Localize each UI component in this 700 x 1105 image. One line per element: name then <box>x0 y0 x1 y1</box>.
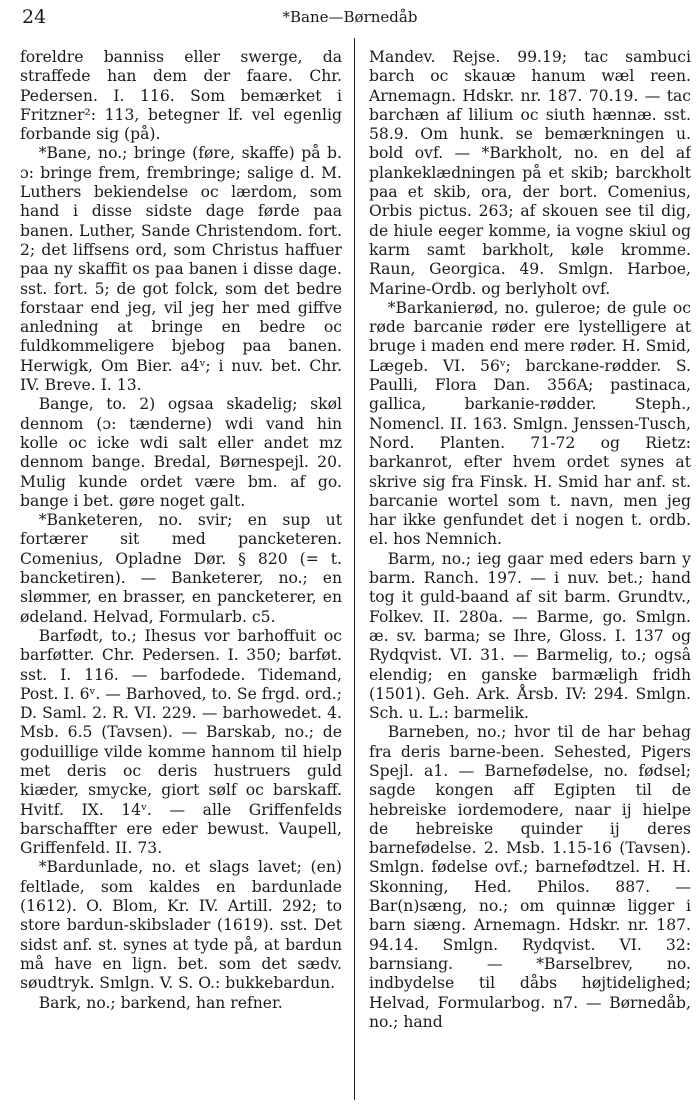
left-column <box>20 48 342 1100</box>
dictionary-entry: *Bardunlade, no. et slags lavet; (en) feltlade, som kaldes en bardunlade (1612). O. Blom, Kr. IV. Artill. 292; to store bardun-skibslader (1619). sst. Det sidst anf. st. synes at tyde på, at bardun må have en lign. bet. som det sædv. søudtryk. Smlgn. V. S. O.: bukkebardun. <box>20 858 342 993</box>
column-divider <box>354 38 355 1100</box>
dictionary-entry: Barm, no.; ieg gaar med eders barn y barm. Ranch. 197. — i nuv. bet.; hand tog it guld-baand af sit barm. Grundtv., Folkev. II. 280a. — Barme, go. Smlgn. æ. sv. barma; se Ihre, Gloss. I. 137 og Rydqvist. VI. 31. — Barmelig, to.; ogsâ elendig; en ganske barmæligh fridh (1501). Geh. Ark. Årsb. IV: 294. Smlgn. Sch. u. L.: barmelik. <box>369 549 691 723</box>
page-header <box>0 4 700 32</box>
dictionary-entry: *Banketeren, no. svir; en sup ut fortærer sit med pancketeren. Comenius, Opladne Dør. § 820 (= t. bancketiren). — Banketerer, no.; en slømmer, en brasser, en pancketerer, en ødeland. Helvad, Formularb. c5. <box>20 511 342 626</box>
dictionary-entry: Bange, to. 2) ogsaa skadelig; skøl dennom (ɔ: tænderne) wdi vand hin kolle oc icke wdi salt eller andet mz dennom bange. Bredal, Børnespejl. 20. Mulig kunde ordet være bm. af go. bange i bet. gøre noget galt. <box>20 395 342 510</box>
dictionary-entry: *Barkanierød, no. guleroe; de gule oc røde barcanie røder ere lystelligere at bruge i maden end mere røder. H. Smid, Lægeb. VI. 56ᵛ; barckane-rødder. S. Paulli, Flora Dan. 356A; pastinaca, gallica, barkanie-rødder. Steph., Nomencl. II. 163. Smlgn. Jenssen-Tusch, Nord. Planten. 71-72 og Rietz: barkanrot, efter hvem ordet synes at skrive sig fra Finsk. H. Smid har anf. st. barcanie wortel som t. navn, men jeg har ikke genfundet det i nogen t. ordb. el. hos Nemnich. <box>369 298 691 549</box>
dictionary-entry: Bark, no.; barkend, han refner. <box>38 993 283 1012</box>
running-head: *Bane—Børnedåb <box>282 8 418 26</box>
paragraph: Mandev. Rejse. 99.19; tac sambuci barch oc skauæ hanum wæl reen. Arnemagn. Hdskr. nr. 187. 70.19. — tac barchæn af lilium oc siuth hænnæ. sst. 58.9. Om hunk. se bemærkningen u. bold ovf. — *Barkholt, no. en del af plankeklædningen på et skib; barckholt paa et skib, ora, der bort. Comenius, Orbis pictus. 263; af skouen see til dig, de hiule eeger komme, ia vogne skiul og karm samt barkholt, køle kromme. Raun, Georgica. 49. Smlgn. Harboe, Marine-Ordb. og berlyholt ovf. <box>369 48 691 298</box>
dictionary-entry: Barfødt, to.; Ihesus vor barhoffuit oc barføtter. Chr. Pedersen. I. 350; barføt. sst. I. 116. — barfodede. Tidemand, Post. I. 6ᵛ. — Barhoved, to. Se frgd. ord.; D. Saml. 2. R. VI. 229. — barhowedet. 4. Msb. 6.5 (Tavsen). — Barskab, no.; de goduillige vilde komme hannom til hielp met deris oc deris hustruers guld kiæder, smycke, giort sølf oc barskaff. Hvitf. IX. 14ᵛ. — alle Griffenfelds barschaffter ere eder bewust. Vaupell, Griffenfeld. II. 73. <box>20 626 342 858</box>
dictionary-entry: Barneben, no.; hvor til de har behag fra deris barne-been. Sehested, Pigers Spejl. a1. — Barnefødelse, no. fødsel; sagde kongen aff Egipten til de hebreiske iordemodere, naar ij hielpe de hebreiske quinder ij deres barnefødelse. 2. Msb. 1.15-16 (Tavsen). Smlgn. fødelse ovf.; barnefødtzel. H. H. Skonning, Hed. Philos. 887. — Bar(n)sæng, no.; om quinnæ ligger i barn siæng. Arnemagn. Hdskr. nr. 187. 94.14. Smlgn. Rydqvist. VI. 32: barnsiang. — *Barselbrev, no. indbydelse til dåbs højtidelighed; Helvad, Formularbog. n7. — Børnedåb, no.; hand <box>369 723 691 1031</box>
page-number: 24 <box>22 6 47 28</box>
right-column <box>369 48 691 1100</box>
paragraph: foreldre banniss eller swerge, da straffede han dem der faare. Chr. Pedersen. I. 116. Som bemærket i Fritzner²: 113, betegner lf. vel egenlig forbande sig (på). <box>20 48 342 144</box>
dictionary-entry: *Bane, no.; bringe (føre, skaffe) på b. ɔ: bringe frem, frembringe; salige d. M. Luthers bekiendelse oc lærdom, som hand i disse sidste dage førde paa banen. Luther, Sande Christendom. fort. 2; det liffsens ord, som Christus haffuer paa ny skaffit os paa banen i disse dage. sst. fort. 5; de got folck, som det bedre forstaar end jeg, vil jeg her med giffve anledning at bringe en bedre oc fuldkommeligere bjebog paa banen. Herwigk, Om Bier. a4ᵛ; i nuv. bet. Chr. IV. Breve. I. 13. <box>20 144 342 395</box>
